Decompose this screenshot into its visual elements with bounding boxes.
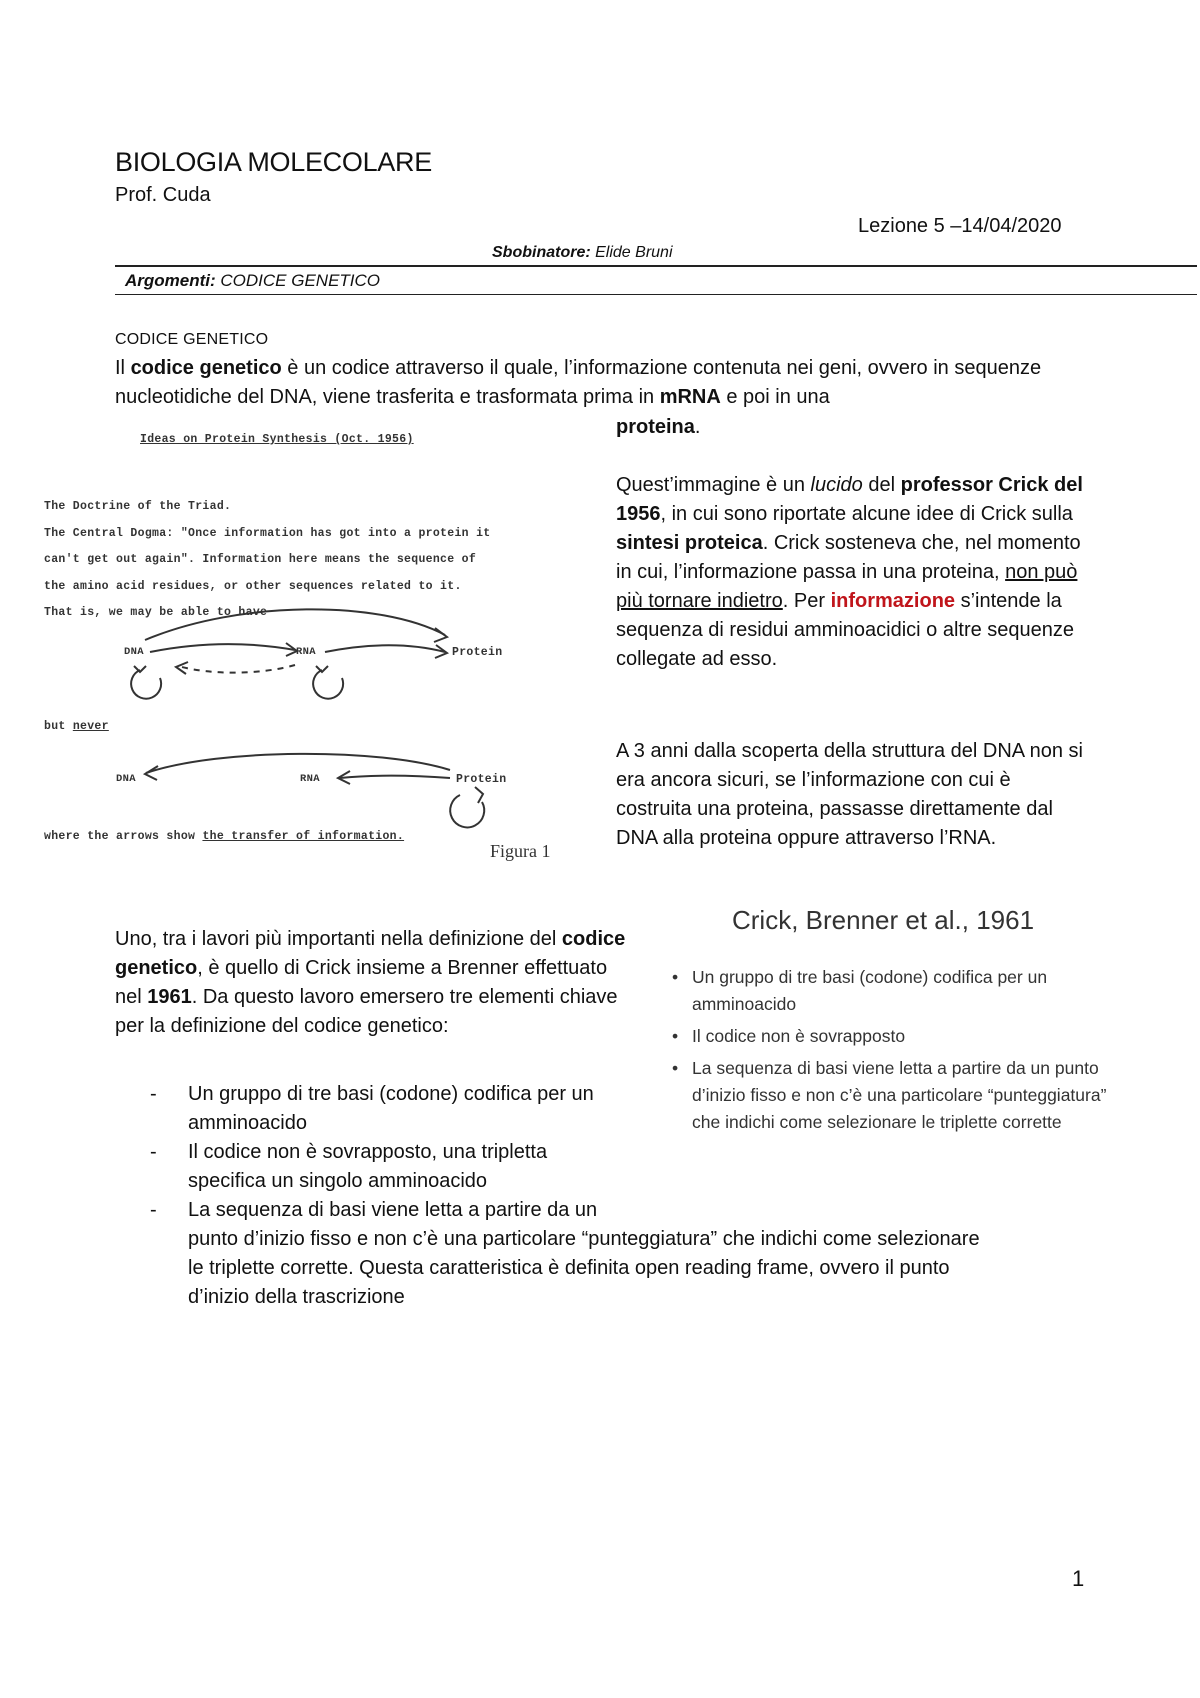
figure-line: can't get out again". Information here means the sequence of: [44, 553, 477, 566]
document-title: BIOLOGIA MOLECOLARE: [115, 147, 432, 177]
crick-text-2: del: [862, 474, 901, 496]
rna-to-protein-arrow: [325, 645, 445, 652]
intro-bold-1: codice genetico: [130, 357, 282, 379]
brenner-text-1: Uno, tra i lavori più importanti nella definizione del: [115, 928, 562, 950]
figure-caption: Figura 1: [490, 841, 551, 861]
key-element-line: - Un gruppo di tre basi (codone) codifica per un: [188, 1083, 594, 1105]
crick-underlined: non può più tornare indietro: [616, 561, 1078, 612]
brenner-paragraph: [115, 925, 635, 1041]
key-element-item: [150, 1138, 1150, 1196]
topics-label: Argomenti:: [125, 271, 216, 290]
key-element-item: [150, 1196, 1150, 1312]
key-element-line: le triplette corrette. Questa caratteristica è definita open reading frame, ovvero il punto: [188, 1257, 950, 1279]
intro-text-4: .: [694, 416, 701, 438]
crick-text-5: . Per: [782, 590, 831, 612]
but-never-line: [44, 720, 109, 733]
where-arrows-line: [44, 830, 404, 843]
slide-list-item: • Un gruppo di tre basi (codone) codifica per un amminoacido: [672, 964, 1127, 1018]
key-element-line: - La sequenza di basi viene letta a partire da un: [188, 1199, 598, 1221]
intro-text-3: e poi in una: [720, 386, 830, 408]
section-heading: CODICE GENETICO: [115, 331, 269, 348]
figure-heading: Ideas on Protein Synthesis (Oct. 1956): [140, 433, 414, 446]
crick-text-6: s’intende la sequenza di residui amminoacidici o altre sequenze collegate ad esso.: [616, 590, 1075, 670]
dna-self-replication-arrow: [131, 670, 161, 699]
transcriber-label: Sbobinatore:: [492, 244, 591, 261]
crick-text-3: , in cui sono riportate alcune idee di Crick sulla: [660, 503, 1073, 525]
fig-dna-label-1: DNA: [124, 646, 144, 658]
transcriber: [492, 244, 673, 262]
key-element-line: amminoacido: [188, 1112, 307, 1134]
slide-list-item: • La sequenza di basi viene letta a partire da un punto d’inizio fisso e non c’è una particolare “punteggiatura” che indichi come selezionare le triplette corrette: [672, 1055, 1127, 1136]
intro-paragraph: [115, 354, 1055, 412]
header-rule-bottom: [115, 294, 1197, 295]
never-arrows-diagram: [100, 740, 520, 830]
fig-rna-label-2: RNA: [300, 773, 320, 785]
topics: [125, 271, 380, 291]
brenner-bold-1: codice genetico: [115, 928, 626, 979]
key-element-line: d’inizio della trascrizione: [188, 1286, 405, 1308]
slide-title: Crick, Brenner et al., 1961: [732, 905, 1035, 935]
topics-value: CODICE GENETICO: [215, 271, 381, 290]
protein-to-dna-arrow: [146, 754, 450, 773]
central-dogma-arrows-diagram: [100, 600, 520, 710]
dna-to-protein-arrow: [145, 609, 445, 640]
but-text: but: [44, 720, 73, 733]
key-elements-list: [150, 1080, 1150, 1312]
brenner-text-3: . Da questo lavoro emersero tre elementi chiave per la definizione del codice genetico:: [115, 986, 618, 1037]
transcriber-name: Elide Bruni: [590, 244, 673, 261]
intro-text-1: Il: [115, 357, 131, 379]
page-number: 1: [1072, 1566, 1085, 1591]
crick-italic: lucido: [810, 474, 863, 496]
crick-bold-1: professor Crick del 1956: [616, 474, 1083, 525]
never-text: never: [72, 720, 109, 733]
intro-paragraph-end: [616, 413, 700, 442]
professor-name: Prof. Cuda: [115, 184, 211, 206]
fig-protein-label-1: Protein: [452, 646, 503, 659]
key-element-line: - Il codice non è sovrapposto, una tripletta: [188, 1141, 548, 1163]
figure-line: the amino acid residues, or other sequences related to it.: [44, 579, 462, 593]
figure-line: That is, we may be able to have: [44, 606, 268, 619]
crick-text-1: Quest’immagine è un: [616, 474, 811, 496]
figure-line: The Doctrine of the Triad.: [44, 500, 232, 513]
crick-text-4: . Crick sosteneva che, nel momento in cui, l’informazione passa in una proteina,: [616, 532, 1081, 583]
dna-to-rna-arrow: [150, 644, 295, 652]
transfer-info-text: the transfer of information.: [202, 830, 405, 843]
crick-bold-2: sintesi proteica: [616, 532, 763, 554]
brenner-text-2: , è quello di Crick insieme a Brenner effettuato nel: [115, 957, 608, 1008]
fig-dna-label-2: DNA: [116, 773, 136, 785]
rna-self-replication-arrow: [313, 670, 343, 699]
intro-bold-2: mRNA: [659, 386, 721, 408]
brenner-bold-2: 1961: [147, 986, 192, 1008]
crick-paragraph: [616, 471, 1091, 674]
figure-line: The Central Dogma: "Once information has got into a protein it: [44, 526, 491, 540]
crick-red-highlight: informazione: [830, 590, 956, 612]
fig-protein-label-2: Protein: [456, 773, 507, 786]
key-element-line: specifica un singolo amminoacido: [188, 1170, 488, 1192]
where-text: where the arrows show: [44, 830, 203, 843]
intro-text-2: è un codice attraverso il quale, l’informazione contenuta nei geni, ovvero in sequenze nucleotidiche del DNA, viene trasferita e trasformata prima in: [115, 357, 1042, 408]
intro-bold-3: proteina: [616, 416, 695, 438]
header-rule-top: [115, 265, 1197, 267]
slide-list-item: • Il codice non è sovrapposto: [672, 1023, 1127, 1050]
key-element-line: punto d’inizio fisso e non c’è una particolare “punteggiatura” che indichi come selezionare: [188, 1228, 980, 1250]
fig-rna-label-1: RNA: [296, 646, 316, 658]
crick-paragraph-2: A 3 anni dalla scoperta della struttura del DNA non si era ancora sicuri, se l’informazione con cui è costruita una proteina, passasse direttamente dal DNA alla proteina oppure attraverso l’RNA.: [616, 740, 1083, 849]
rna-to-dna-dashed-arrow: [178, 665, 295, 673]
lesson-date: Lezione 5 –14/04/2020: [858, 215, 1062, 237]
protein-to-rna-arrow: [340, 776, 450, 778]
key-element-item: [150, 1080, 1150, 1138]
